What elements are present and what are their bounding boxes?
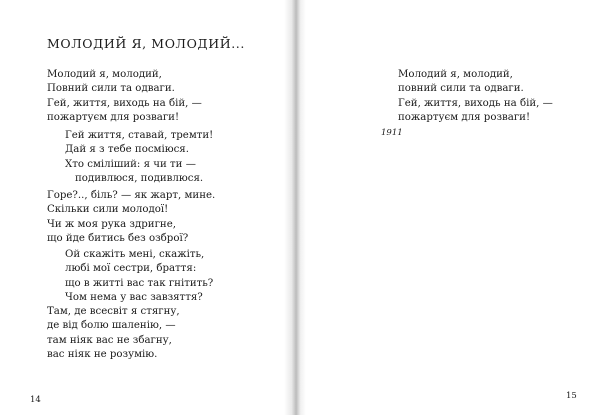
- poem-line: пожартуєм для розваги!: [47, 111, 180, 123]
- poem-line: Хто сміліший: я чи ти —: [65, 158, 196, 170]
- poem-line: де від болю шаленію, —: [47, 320, 176, 332]
- right-page: [300, 0, 600, 415]
- stanza-2: [65, 129, 213, 186]
- poem-date: 1911: [381, 128, 403, 138]
- poem-line: подивлюся, подивлюся.: [75, 172, 204, 184]
- poem-line: Ой скажіть мені, скажіть,: [65, 249, 205, 260]
- poem-line: Там, де всесвіт я стягну,: [47, 306, 180, 317]
- stanza-1: [47, 68, 202, 125]
- poem-line: Дай я з тебе посміюся.: [65, 144, 189, 156]
- poem-line: повний сили та одваги.: [398, 83, 524, 95]
- page-number: 14: [30, 395, 41, 405]
- stanza-4: [65, 248, 213, 305]
- poem-line: Гей життя, ставай, тремти!: [65, 130, 214, 141]
- poem-line: Чи ж моя рука здригне,: [47, 218, 176, 230]
- poem-line: що в житті вас так гнітить?: [65, 277, 214, 289]
- poem-line: Скільки сили молодої!: [47, 204, 169, 216]
- poem-line: Гей, життя, виходь на бій, —: [398, 97, 553, 109]
- poem-line: Молодий я, молодий,: [398, 69, 513, 80]
- poem-line: що йде битись без озброї?: [47, 232, 189, 244]
- poem-line: пожартуєм для розваги!: [398, 111, 531, 123]
- poem-line: вас ніяк не розумію.: [47, 348, 158, 360]
- page-number: 15: [566, 391, 577, 401]
- poem-line: Повний сили та одваги.: [47, 83, 175, 95]
- stanza-3: [47, 189, 215, 246]
- stanza-1: [398, 68, 553, 125]
- poem-line: Молодий я, молодий,: [47, 69, 162, 80]
- stanza-5: [47, 305, 180, 362]
- poem-line: Горе?.., біль? — як жарт, мине.: [47, 190, 216, 201]
- poem-line: там ніяк вас не збагну,: [47, 334, 172, 346]
- poem-line: любі мої сестри, браття:: [65, 263, 197, 275]
- poem-line: Гей, життя, виходь на бій, —: [47, 97, 202, 109]
- left-page: [0, 0, 290, 415]
- poem-line: Чом нема у вас завзяття?: [65, 291, 203, 303]
- poem-title: МОЛОДИЙ Я, МОЛОДИЙ...: [47, 36, 245, 51]
